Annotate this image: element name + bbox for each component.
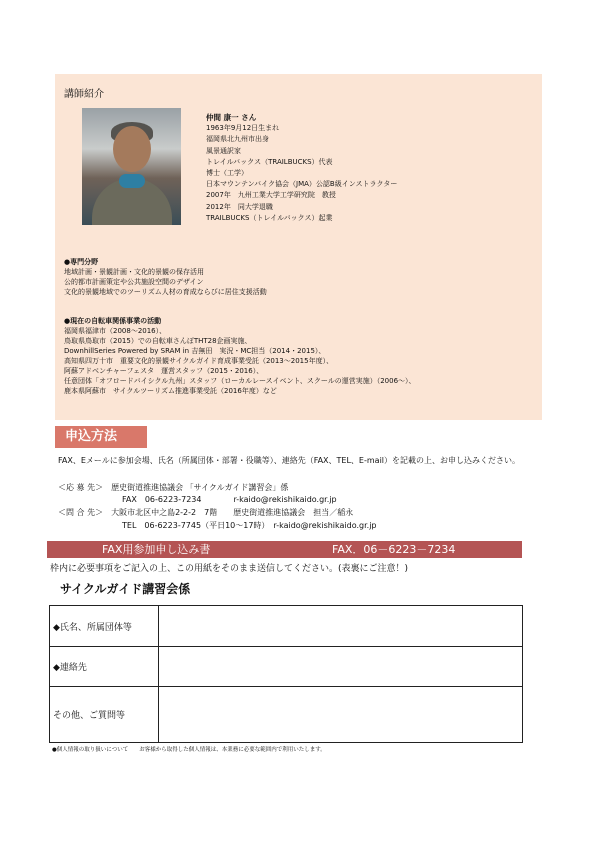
fax-form-title: FAX用参加申し込み書	[102, 543, 211, 556]
form-label-questions: その他、ご質問等	[50, 687, 159, 743]
form-title: サイクルガイド講習会係	[60, 582, 191, 596]
bio-line: 福岡県北九州市出身	[206, 135, 269, 144]
bio-line: 風景通訳家	[206, 146, 241, 155]
activity-line: 福岡県福津市（2008～2016）、	[64, 327, 167, 335]
instructor-bio	[206, 112, 397, 224]
table-row	[50, 687, 523, 743]
form-field-name[interactable]	[159, 606, 523, 647]
application-form-table	[49, 605, 523, 743]
instructor-photo	[82, 108, 181, 225]
activity-line: 鳥取県鳥取市（2015）での自転車さんぽTHT28企画実施、	[64, 337, 252, 345]
activity-block	[64, 316, 416, 396]
specialty-block	[64, 257, 267, 297]
specialty-line: 文化的景観地域でのツーリズム人材の育成ならびに居住支援活動	[64, 288, 267, 296]
bio-line: 2007年 九州工業大学工学研究院 教授	[206, 191, 336, 200]
apply-description: FAX、Eメールに参加会場、氏名（所属団体・部署・役職等）、連絡先（FAX、TEL、E-mail）を記載の上、お申し込みください。	[58, 456, 521, 465]
fax-number: FAX．06－6223－7234	[332, 543, 456, 556]
apply-method-banner: 申込方法	[55, 426, 147, 448]
bio-line: トレイルバックス（TRAILBUCKS）代表	[206, 157, 333, 166]
form-field-questions[interactable]	[159, 687, 523, 743]
fax-form-bar	[47, 541, 522, 558]
instructor-name: 仲間 康一 さん	[206, 113, 257, 122]
activity-heading: ●現在の自転車関係事業の活動	[64, 317, 162, 325]
section-title: 講師紹介	[64, 89, 104, 100]
bio-line: 日本マウンテンバイク協会（JMA）公認B級インストラクター	[206, 180, 398, 189]
activity-line: 鹿本県阿蘇市 サイクルツーリズム推進事業受託（2016年度）など	[64, 387, 277, 395]
bio-line: 2012年 同大学退職	[206, 202, 273, 211]
privacy-footnote: ●個人情報の取り扱いについて お客様から取得した個人情報は、本業務に必要な範囲内で利用いたします。	[52, 747, 326, 753]
table-row	[50, 647, 523, 687]
contact-line: ＜応 募 先＞ 歴史街道推進協議会 「サイクルガイド講習会」係	[58, 483, 289, 492]
activity-line: 高知県四万十市 重要文化的景観サイクルガイド育成事業受託（2013～2015年度）、	[64, 357, 334, 365]
specialty-heading: ●専門分野	[64, 258, 99, 266]
contact-line: FAX 06-6223-7234 r-kaido@rekishikaido.gr.jp	[58, 495, 337, 504]
bio-line: 1963年9月12日生まれ	[206, 124, 280, 133]
specialty-line: 公的都市計画策定や公共施設空間のデザイン	[64, 278, 204, 286]
table-row	[50, 606, 523, 647]
contact-line: TEL 06-6223-7745（平日10～17時） r-kaido@rekishikaido.gr.jp	[58, 521, 377, 530]
bio-line: TRAILBUCKS（トレイルバックス）起業	[206, 213, 333, 222]
bio-line: 博士（工学）	[206, 169, 248, 178]
form-field-contact[interactable]	[159, 647, 523, 687]
contact-line: ＜問 合 先＞ 大阪市北区中之島2-2-2 7階 歴史街道推進協議会 担当／稲永	[58, 508, 354, 517]
form-label-contact: ◆連絡先	[50, 647, 159, 687]
form-label-name: ◆氏名、所属団体等	[50, 606, 159, 647]
fax-notice: 枠内に必要事項をご記入の上、この用紙をそのまま送信してください。(表裏にご注意！)	[50, 564, 409, 574]
activity-line: DownhillSeries Powered by SRAM in 吉無田 実況・MC担当（2014・2015）、	[64, 347, 326, 355]
activity-line: 阿蘇アドベンチャーフェスタ 運営スタッフ（2015・2016）、	[64, 367, 264, 375]
specialty-line: 地域計画・景観計画・文化的景観の保存活用	[64, 268, 204, 276]
activity-line: 任意団体「オフロードバイシクル九州」スタッフ（ローカルレースイベント、スクールの運営実施）（2006～）、	[64, 377, 416, 385]
